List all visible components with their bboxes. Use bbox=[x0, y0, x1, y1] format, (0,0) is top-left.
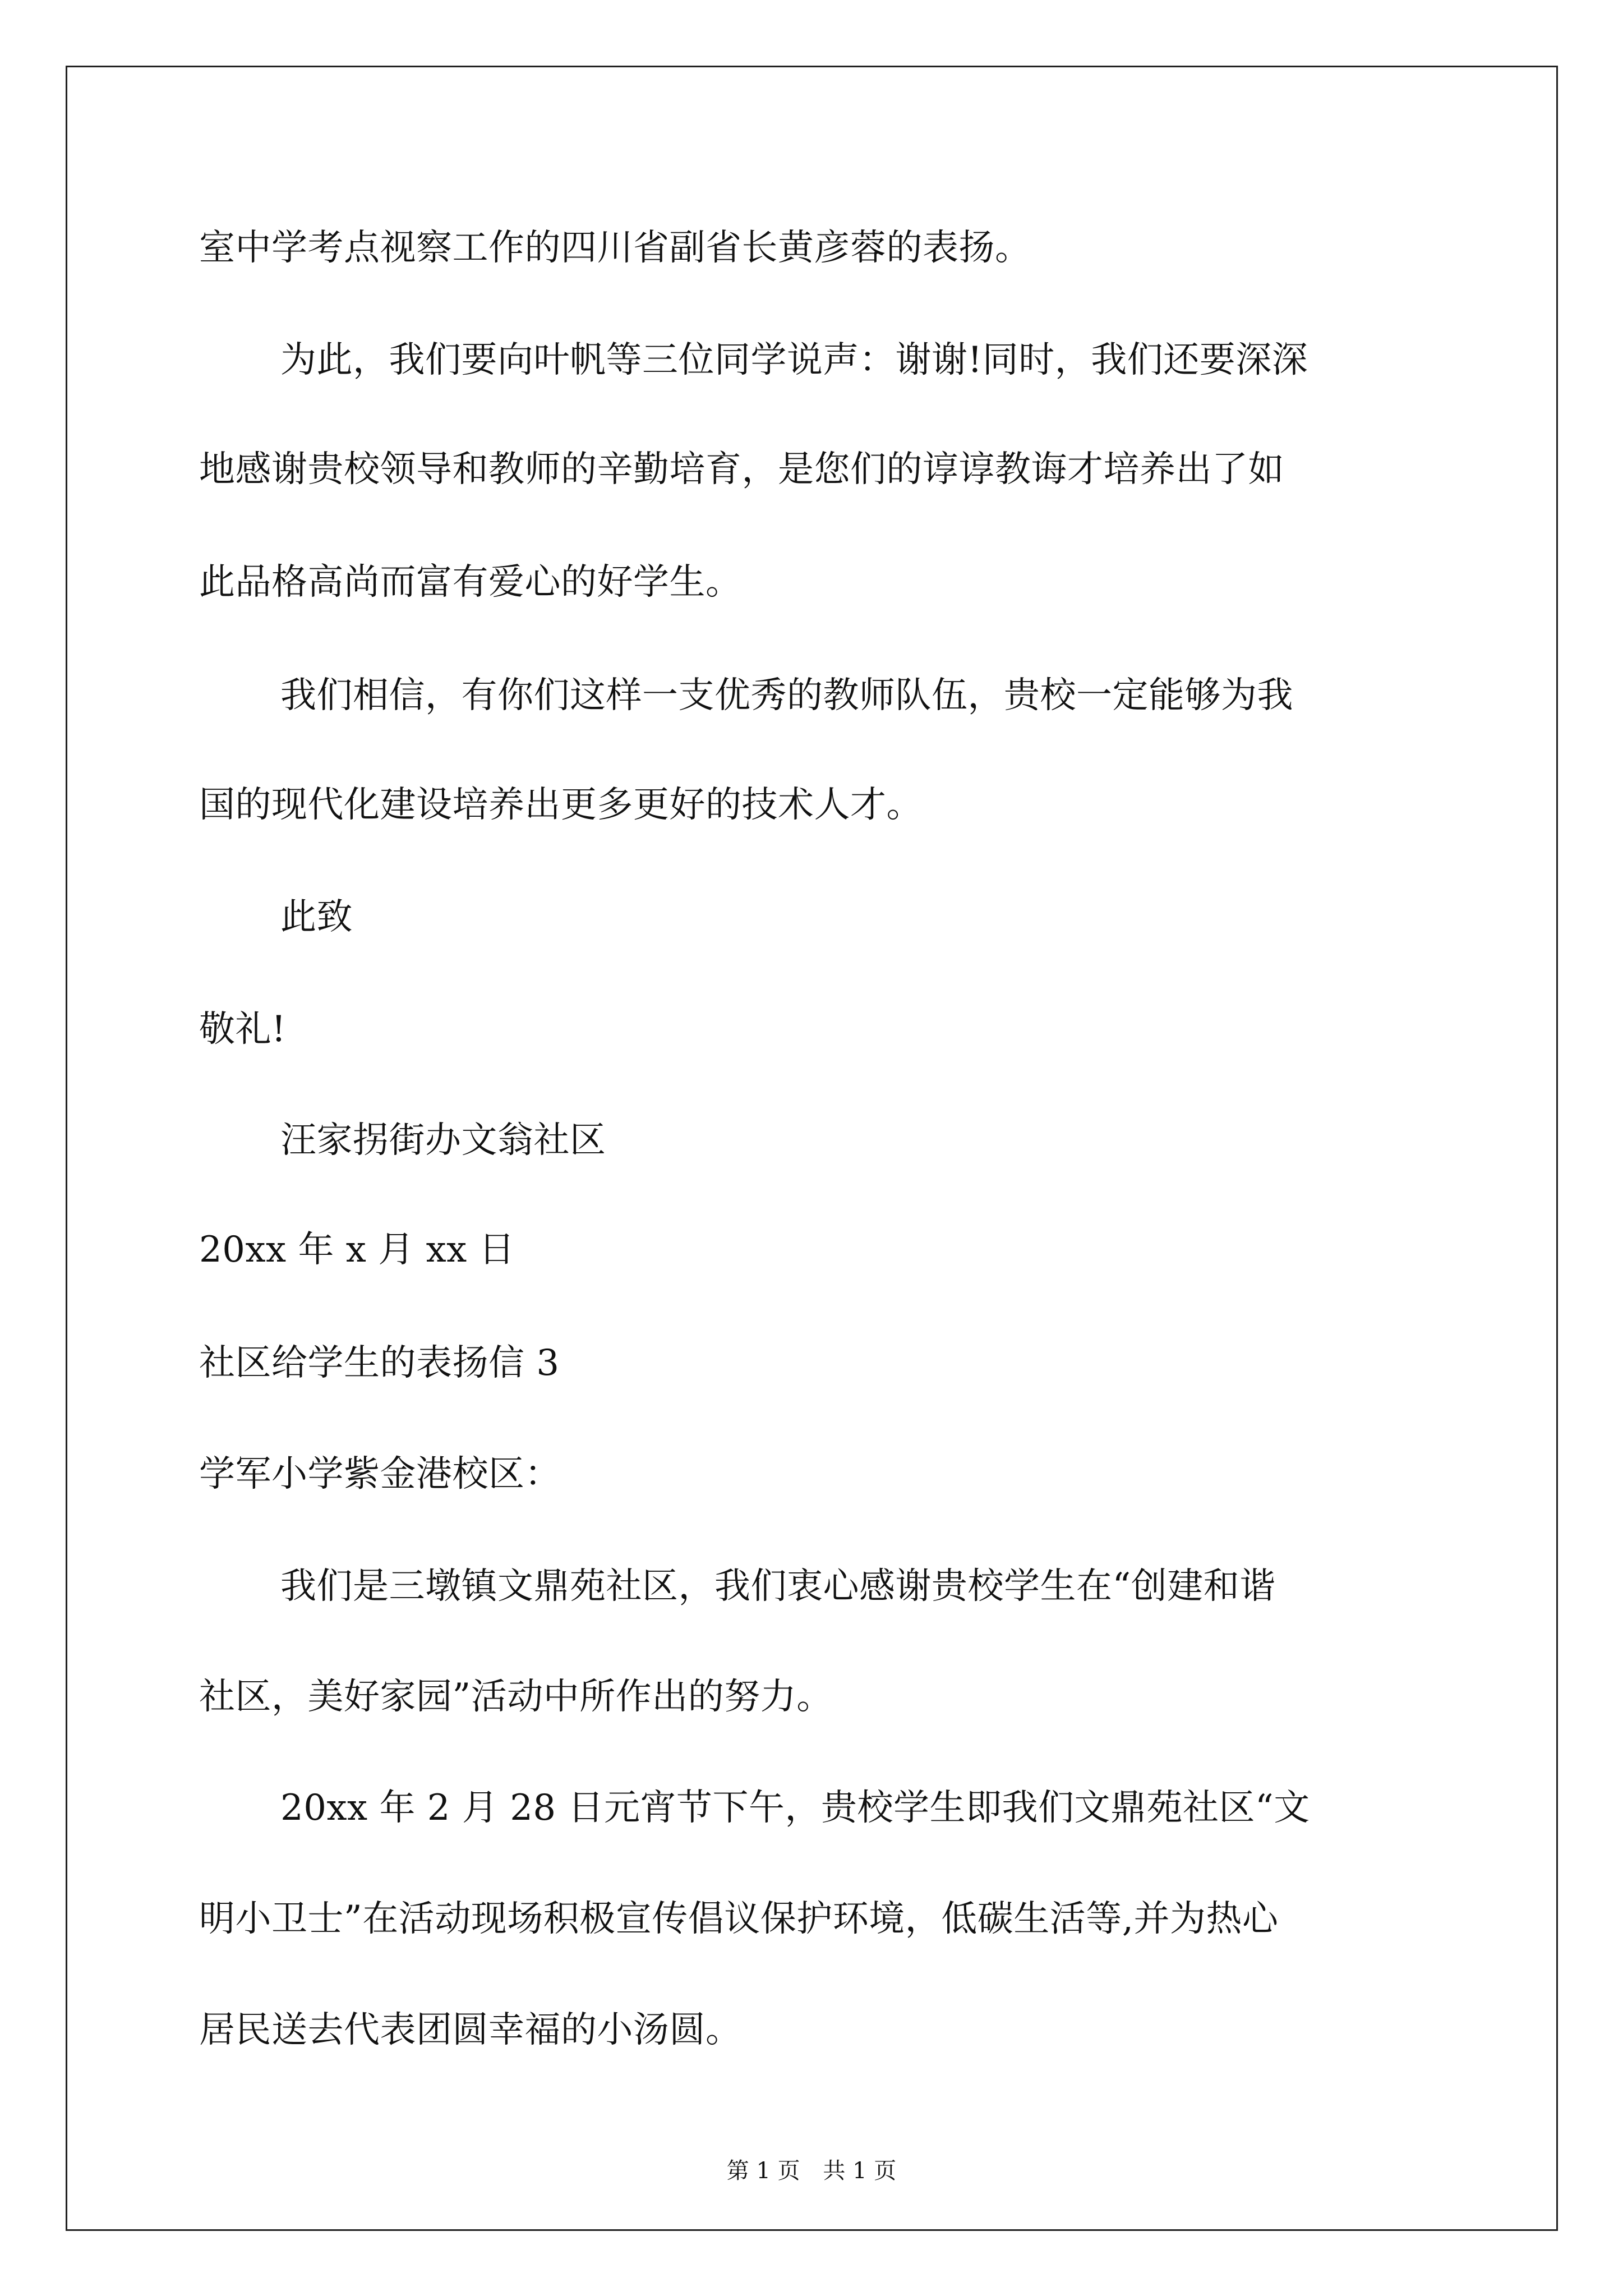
body-line: 室中学考点视察工作的四川省副省长黄彦蓉的表扬。 bbox=[199, 227, 1031, 269]
page-number-current: 第 1 页 bbox=[726, 2158, 800, 2184]
body-line: 我们是三墩镇文鼎苑社区，我们衷心感谢贵校学生在“创建和谐 bbox=[280, 1566, 1276, 1607]
body-line: 20xx 年 2 月 28 日元宵节下午，贵校学生即我们文鼎苑社区“文 bbox=[280, 1787, 1310, 1829]
greeting-text: 学军小学紫金港校区： bbox=[199, 1453, 561, 1495]
page-number-total: 共 1 页 bbox=[823, 2158, 897, 2184]
body-line: 我们相信，有你们这样一支优秀的教师队伍，贵校一定能够为我 bbox=[280, 675, 1293, 716]
signature-text: 汪家拐街办文翁社区 bbox=[280, 1120, 606, 1161]
body-line: 居民送去代表团圆幸福的小汤圆。 bbox=[199, 2009, 742, 2051]
body-line: 明小卫士”在活动现场积极宣传倡议保护环境，低碳生活等,并为热心 bbox=[199, 1898, 1279, 1940]
body-line: 地感谢贵校领导和教师的辛勤培育，是您们的谆谆教诲才培养出了如 bbox=[199, 449, 1284, 490]
body-line: 社区，美好家园”活动中所作出的努力。 bbox=[199, 1676, 833, 1718]
closing-text: 此致 bbox=[280, 896, 353, 938]
salute-text: 敬礼! bbox=[199, 1009, 287, 1050]
section-title: 社区给学生的表扬信 3 bbox=[199, 1342, 560, 1384]
date-text: 20xx 年 x 月 xx 日 bbox=[199, 1229, 515, 1271]
body-line: 此品格高尚而富有爱心的好学生。 bbox=[199, 562, 742, 603]
body-line: 为此，我们要向叶帆等三位同学说声：谢谢!同时，我们还要深深 bbox=[280, 339, 1308, 381]
page-footer bbox=[0, 2157, 1623, 2185]
body-line: 国的现代化建设培养出更多更好的技术人才。 bbox=[199, 784, 923, 826]
